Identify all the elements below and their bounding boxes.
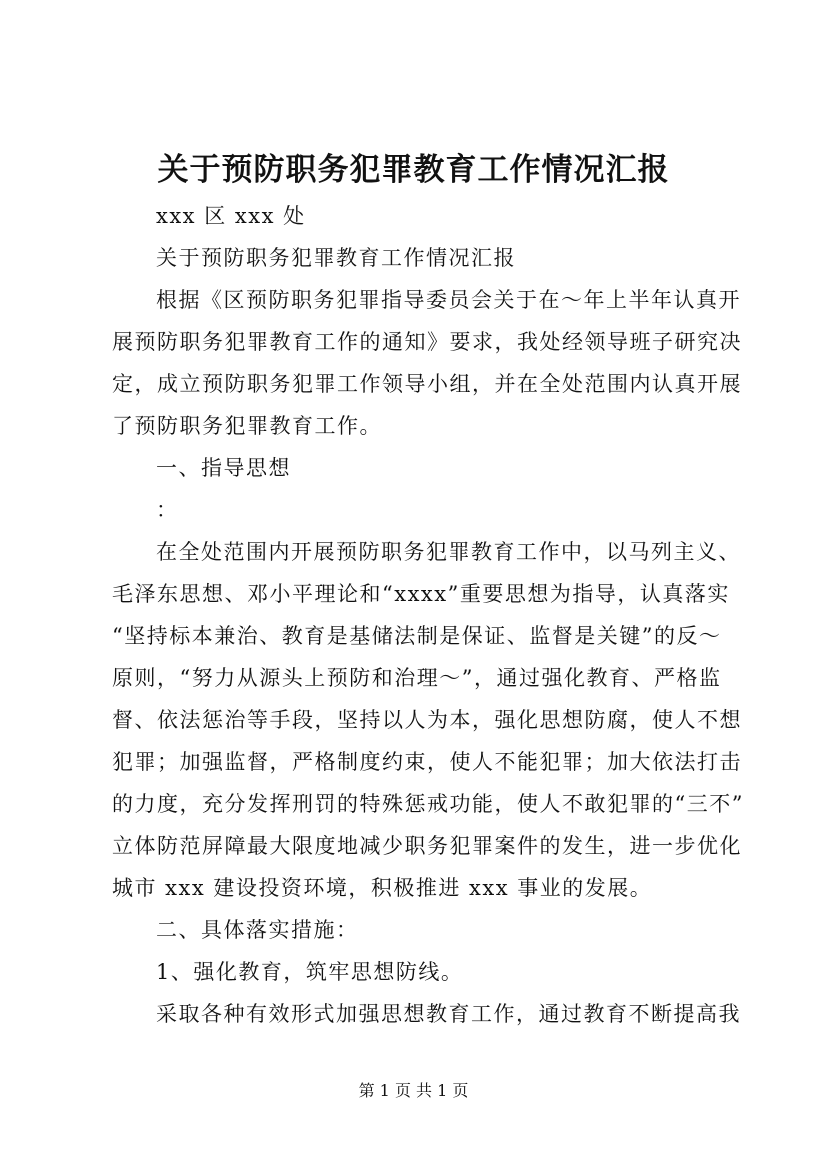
section-heading: 一、指导思想 bbox=[156, 456, 291, 480]
paragraph-line: 督、依法惩治等手段，坚持以人为本，强化思想防腐，使人不想 bbox=[112, 708, 742, 732]
paragraph-line: 原则，“努力从源头上预防和治理～”，通过强化教育、严格监 bbox=[112, 666, 722, 690]
document-title: 关于预防职务犯罪教育工作情况汇报 bbox=[157, 152, 670, 188]
paragraph-line: “坚持标本兼治、教育是基储法制是保证、监督是关键”的反～ bbox=[112, 624, 722, 648]
paragraph-line: 犯罪；加强监督，严格制度约束，使人不能犯罪；加大依法打击 bbox=[112, 750, 742, 774]
colon-line: ： bbox=[156, 498, 179, 522]
paragraph-line: 了预防职务犯罪教育工作。 bbox=[112, 414, 382, 438]
paragraph-line: 根据《区预防职务犯罪指导委员会关于在～年上半年认真开 bbox=[156, 288, 741, 312]
paragraph-line: 城市 xxx 建设投资环境，积极推进 xxx 事业的发展。 bbox=[112, 876, 653, 900]
paragraph-line: 毛泽东思想、邓小平理论和“xxxx”重要思想为指导，认真落实 bbox=[112, 582, 730, 606]
paragraph-line: 采取各种有效形式加强思想教育工作，通过教育不断提高我 bbox=[156, 1002, 741, 1026]
subject-line: 关于预防职务犯罪教育工作情况汇报 bbox=[156, 246, 516, 270]
section-heading: 二、具体落实措施： bbox=[156, 918, 359, 942]
paragraph-line: 的力度，充分发挥刑罚的特殊惩戒功能，使人不敢犯罪的“三不” bbox=[112, 792, 744, 816]
subsection-heading: 1、强化教育，筑牢思想防线。 bbox=[156, 960, 464, 984]
paragraph-line: 定，成立预防职务犯罪工作领导小组，并在全处范围内认真开展 bbox=[112, 372, 742, 396]
paragraph-line: 立体防范屏障最大限度地减少职务犯罪案件的发生，进一步优化 bbox=[112, 834, 742, 858]
issuer-line: xxx 区 xxx 处 bbox=[156, 204, 306, 228]
page-footer: 第 1 页 共 1 页 bbox=[358, 1081, 469, 1100]
paragraph-line: 在全处范围内开展预防职务犯罪教育工作中，以马列主义、 bbox=[156, 540, 741, 564]
paragraph-line: 展预防职务犯罪教育工作的通知》要求，我处经领导班子研究决 bbox=[112, 330, 742, 354]
